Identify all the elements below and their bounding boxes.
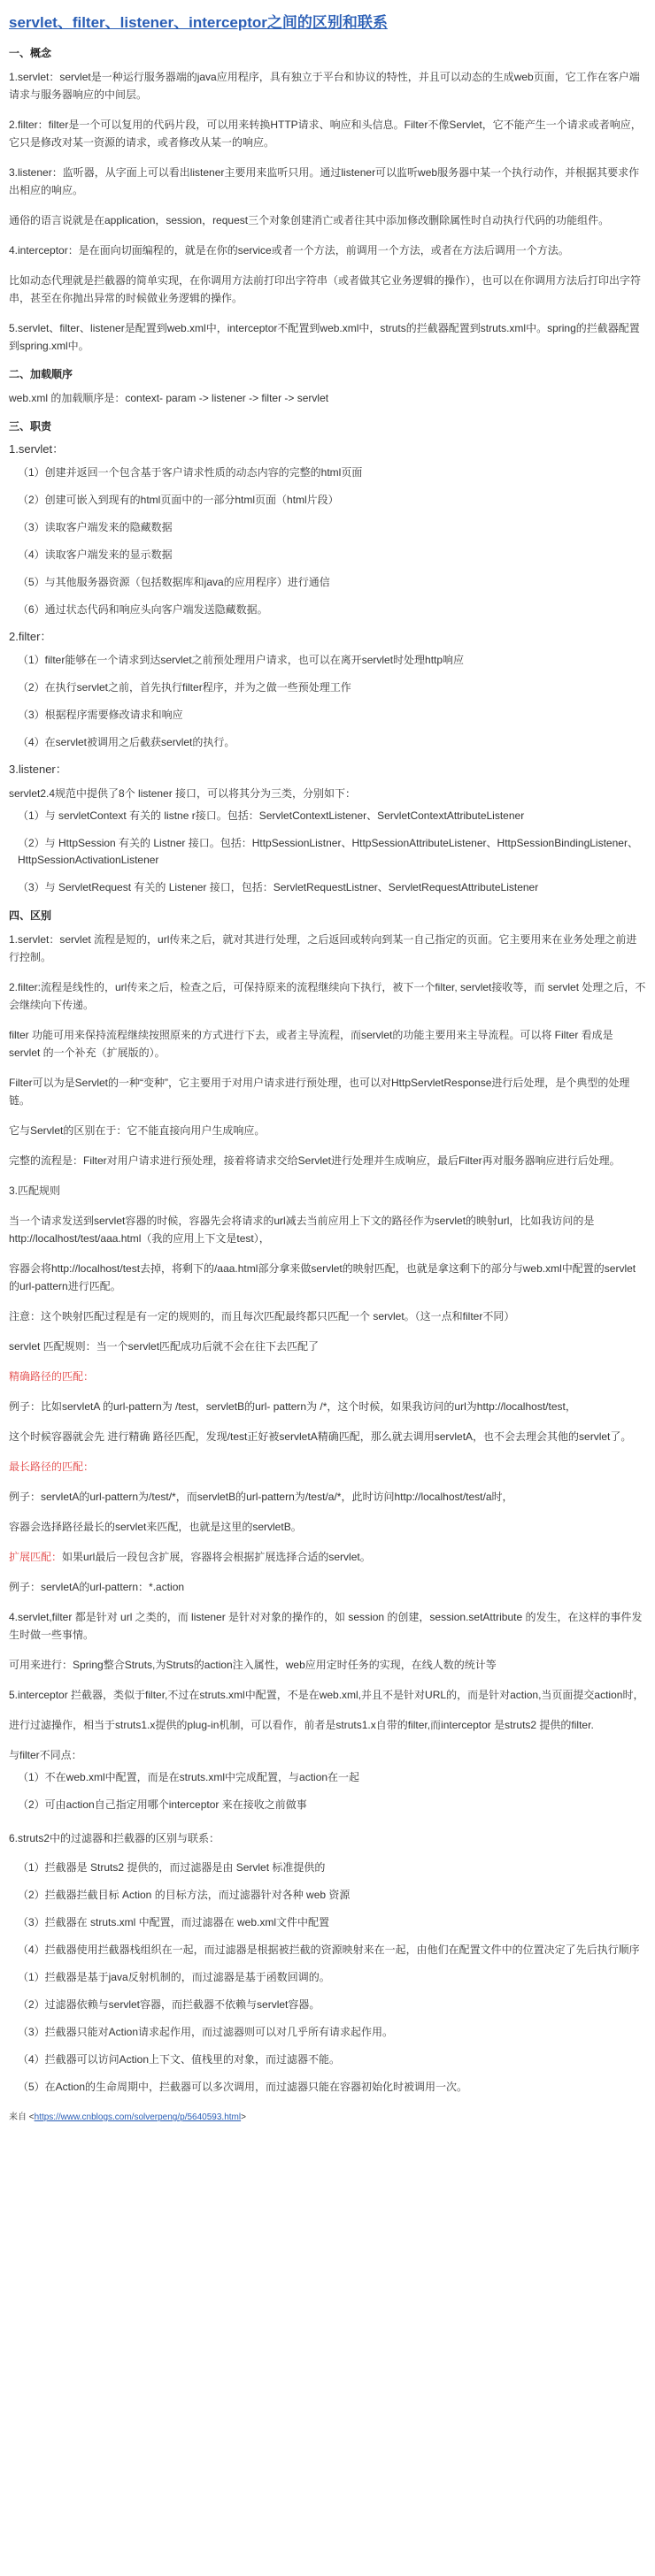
list-item: （4）拦截器可以访问Action上下文、值栈里的对象，而过滤器不能。: [18, 2053, 341, 2066]
concept-paragraph: 2.filter：filter是一个可以复用的代码片段，可以用来转换HTTP请求、响应和头信息。Filter不像Servlet，它不能产生一个请求或者响应，它只是修改对某一资源的请求，或者修改从某一的响应。: [9, 119, 642, 149]
extension-match-text: 如果url最后一段包含扩展，容器将会根据扩展选择合适的servlet。: [62, 1551, 371, 1563]
list-item: （1）拦截器是基于java反射机制的，而过滤器是基于函数回调的。: [18, 1971, 330, 1983]
load-order-text: web.xml 的加载顺序是：context- param -> listener -> filter -> servlet: [9, 392, 329, 404]
list-item: （3）根据程序需要修改请求和响应: [18, 709, 183, 721]
diff-paragraph: 例子：比如servletA 的url-pattern为 /test，servletB的url- pattern为 /*，这个时候，如果我访问的url为http://localhost/test，: [9, 1400, 576, 1413]
diff-paragraph: 当一个请求发送到servlet容器的时候，容器先会将请求的url减去当前应用上下文的路径作为servlet的映射url，比如我访问的是http://localhost/test/aaa.html（我的应用上下文是test），: [9, 1215, 595, 1245]
source-link[interactable]: https://www.cnblogs.com/solverpeng/p/5640593.html: [34, 2112, 242, 2122]
list-item: （4）读取客户端发来的显示数据: [18, 548, 173, 561]
list-item: （2）在执行servlet之前，首先执行filter程序，并为之做一些预处理工作: [18, 681, 351, 694]
diff-paragraph: 1.servlet：servlet 流程是短的，url传来之后，就对其进行处理，之后返回或转向到某一自己指定的页面。它主要用来在业务处理之前进行控制。: [9, 933, 637, 963]
list-item: （2）可由action自己指定用哪个interceptor 来在接收之前做事: [18, 1798, 307, 1811]
section-heading-duties: 三、职责: [9, 420, 52, 433]
diff-paragraph: 容器会选择路径最长的servlet来匹配，也就是这里的servletB。: [9, 1521, 302, 1533]
list-item: （2）创建可嵌入到现有的html页面中的一部分html页面（html片段）: [18, 494, 339, 506]
source-footer: [9, 2112, 646, 2124]
list-item: （2）拦截器拦截目标 Action 的目标方法，而过滤器针对各种 web 资源: [18, 1889, 351, 1901]
footer-prefix: 来自 <: [9, 2112, 35, 2122]
diff-paragraph: 完整的流程是：Filter对用户请求进行预处理，接着将请求交给Servlet进行处理并生成响应，最后Filter再对服务器响应进行后处理。: [9, 1154, 620, 1167]
extension-match-paragraph: [9, 1548, 646, 1566]
list-item: （4）在servlet被调用之后截获servlet的执行。: [18, 736, 235, 748]
list-item: （3）与 ServletRequest 有关的 Listener 接口，包括：ServletRequestListner、ServletRequestAttributeListener: [18, 881, 539, 893]
diff-paragraph: 它与Servlet的区别在于：它不能直接向用户生成响应。: [9, 1124, 266, 1137]
diff-paragraph: 这个时候容器就会先 进行精确 路径匹配，发现/test正好被servletA精确匹配，那么就去调用servletA，也不会去理会其他的servlet了。: [9, 1430, 632, 1443]
diff-paragraph: filter 功能可用来保持流程继续按照原来的方式进行下去，或者主导流程，而servlet的功能主要用来主导流程。可以将 Filter 看成是 servlet 的一个补充（扩展版的）。: [9, 1029, 613, 1059]
list-item: （3）拦截器只能对Action请求起作用，而过滤器则可以对几乎所有请求起作用。: [18, 2026, 394, 2038]
diff-paragraph: 6.struts2中的过滤器和拦截器的区别与联系：: [9, 1832, 220, 1844]
diff-paragraph: 注意：这个映射匹配过程是有一定的规则的，而且每次匹配最终都只匹配一个 servlet。（这一点和filter不同）: [9, 1310, 515, 1322]
article-title[interactable]: servlet、filter、listener、interceptor之间的区别和联系: [9, 14, 388, 31]
footer-suffix: >: [241, 2112, 246, 2122]
listener-subheading: 3.listener：: [9, 763, 67, 776]
list-item: （1）与 servletContext 有关的 listne r接口。包括：ServletContextListener、ServletContextAttributeListener: [18, 809, 525, 822]
list-item: （4）拦截器使用拦截器栈组织在一起，而过滤器是根据被拦截的资源映射来在一起，由他们在配置文件中的位置决定了先后执行顺序: [18, 1944, 640, 1956]
list-item: （1）创建并返回一个包含基于客户请求性质的动态内容的完整的html页面: [18, 466, 363, 479]
concept-paragraph: 5.servlet、filter、listener是配置到web.xml中，interceptor不配置到web.xml中，struts的拦截器配置到struts.xml中。spring的拦截器配置到spring.xml中。: [9, 322, 640, 352]
servlet-subheading: 1.servlet：: [9, 442, 65, 456]
diff-paragraph: servlet 匹配规则：当一个servlet匹配成功后就不会在往下去匹配了: [9, 1340, 320, 1353]
diff-paragraph: 4.servlet,filter 都是针对 url 之类的，而 listener 是针对对象的操作的，如 session 的创建，session.setAttribute 的发生，在这样的事件发生时做一些事情。: [9, 1611, 643, 1641]
list-item: （1）不在web.xml中配置，而是在struts.xml中完成配置，与action在一起: [18, 1771, 360, 1783]
list-item: （3）读取客户端发来的隐藏数据: [18, 521, 173, 533]
list-item: （1）拦截器是 Struts2 提供的，而过滤器是由 Servlet 标准提供的: [18, 1861, 326, 1874]
section-heading-load-order: 二、加载顺序: [9, 368, 73, 380]
section-heading-concept: 一、概念: [9, 47, 52, 59]
diff-paragraph: 可用来进行：Spring整合Struts,为Struts的action注入属性，web应用定时任务的实现，在线人数的统计等: [9, 1659, 497, 1671]
diff-paragraph: 与filter不同点：: [9, 1749, 82, 1761]
longest-match-heading: 最长路径的匹配：: [9, 1460, 95, 1473]
list-item: （5）与其他服务器资源（包括数据库和java的应用程序）进行通信: [18, 576, 330, 588]
listener-intro: servlet2.4规范中提供了8个 listener 接口，可以将其分为三类，分别如下：: [9, 787, 357, 800]
section-heading-diff: 四、区别: [9, 909, 52, 922]
diff-paragraph: 5.interceptor 拦截器，类似于filter,不过在struts.xml中配置，不是在web.xml,并且不是针对URL的，而是针对action,当页面提交action时，: [9, 1689, 644, 1701]
extension-match-heading: 扩展匹配：: [9, 1551, 63, 1563]
list-item: （2）过滤器依赖与servlet容器，而拦截器不依赖与servlet容器。: [18, 1998, 320, 2011]
diff-paragraph: 例子：servletA的url-pattern：*.action: [9, 1581, 185, 1593]
list-item: （1）filter能够在一个请求到达servlet之前预处理用户请求，也可以在离开servlet时处理http响应: [18, 654, 465, 666]
list-item: （6）通过状态代码和响应头向客户端发送隐藏数据。: [18, 603, 268, 616]
diff-paragraph: 例子：servletA的url-pattern为/test/*，而servletB的url-pattern为/test/a/*，此时访问http://localhost/test/a时，: [9, 1491, 513, 1503]
filter-subheading: 2.filter：: [9, 630, 52, 643]
list-item: （3）拦截器在 struts.xml 中配置，而过滤器在 web.xml文件中配置: [18, 1916, 330, 1928]
diff-paragraph: Filter可以为是Servlet的一种“变种”，它主要用于对用户请求进行预处理，也可以对HttpServletResponse进行后处理，是个典型的处理链。: [9, 1077, 630, 1107]
concept-paragraph: 通俗的语言说就是在application，session，request三个对象创建消亡或者往其中添加修改删除属性时自动执行代码的功能组件。: [9, 214, 610, 226]
concept-paragraph: 3.listener：监听器，从字面上可以看出listener主要用来监听只用。通过listener可以监听web服务器中某一个执行动作，并根据其要求作出相应的响应。: [9, 166, 640, 196]
concept-paragraph: 4.interceptor：是在面向切面编程的，就是在你的service或者一个方法，前调用一个方法，或者在方法后调用一个方法。: [9, 244, 569, 257]
list-item: （2）与 HttpSession 有关的 Listner 接口。包括：HttpSessionListner、HttpSessionAttributeListener、HttpSessionBindingListener、HttpSessionActivationListener: [18, 837, 638, 866]
diff-paragraph: 2.filter:流程是线性的，url传来之后，检查之后，可保持原来的流程继续向下执行，被下一个filter, servlet接收等，而 servlet 处理之后，不会继续向下传递。: [9, 981, 646, 1011]
concept-paragraph: 比如动态代理就是拦截器的简单实现，在你调用方法前打印出字符串（或者做其它业务逻辑的操作），也可以在你调用方法后打印出字符串，甚至在你抛出异常的时候做业务逻辑的操作。: [9, 274, 642, 304]
diff-paragraph: 进行过滤操作，相当于struts1.x提供的plug-in机制，可以看作，前者是struts1.x自带的filter,而interceptor 是struts2 提供的filter.: [9, 1719, 594, 1731]
list-item: （5）在Action的生命周期中，拦截器可以多次调用，而过滤器只能在容器初始化时被调用一次。: [18, 2081, 468, 2093]
diff-paragraph: 容器会将http://localhost/test去掉，将剩下的/aaa.html部分拿来做servlet的映射匹配，也就是拿这剩下的部分与web.xml中配置的servlet的url-pattern进行匹配。: [9, 1262, 636, 1292]
exact-match-heading: 精确路径的匹配：: [9, 1370, 95, 1383]
concept-paragraph: 1.servlet：servlet是一种运行服务器端的java应用程序，具有独立于平台和协议的特性，并且可以动态的生成web页面，它工作在客户端请求与服务器响应的中间层。: [9, 71, 640, 101]
diff-subheading-match-rules: 3.匹配规则: [9, 1184, 61, 1197]
